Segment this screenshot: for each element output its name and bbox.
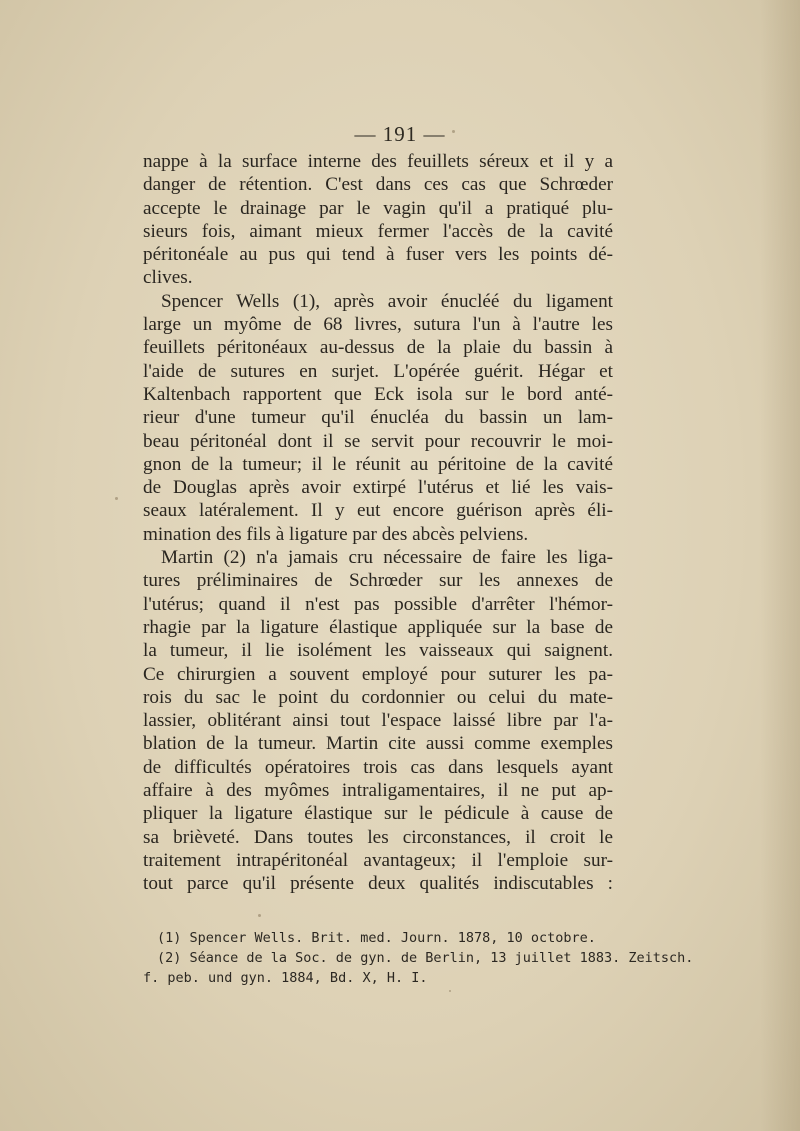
footnote-1: (1) Spencer Wells. Brit. med. Journ. 1878, 10 octobre. [157,930,596,946]
body-text [143,150,613,896]
text-line: gnon de la tumeur; il le réunit au péritoine de la cavité [143,453,613,475]
text-line: de Douglas après avoir extirpé l'utérus et lié les vais- [143,477,613,499]
paper-speck [449,990,451,992]
text-line: de difficultés opératoires trois cas dans lesquels ayant [143,756,613,778]
text-line: seaux latéralement. Il y eut encore guérison après éli- [143,500,613,522]
text-line: Kaltenbach rapportent que Eck isola sur le bord anté- [143,383,613,405]
text-line: l'utérus; quand il n'est pas possible d'arrêter l'hémor- [143,593,613,615]
text-line: nappe à la surface interne des feuillets séreux et il y a [143,151,613,172]
text-line: rieur d'une tumeur qu'il énucléa du bassin un lam- [143,407,613,429]
page-number: — 191 — [354,122,446,146]
paper-speck [115,497,118,500]
text-line: tout parce qu'il présente deux qualités indiscutables : [143,873,613,895]
text-line: rhagie par la ligature élastique appliquée sur la base de [143,616,613,638]
text-line: accepte le drainage par le vagin qu'il a pratiqué plu- [143,197,613,219]
text-line: lassier, oblitérant ainsi tout l'espace laissé libre par l'a- [143,710,613,732]
text-line: affaire à des myômes intraligamentaires, il ne put ap- [143,780,613,802]
text-line: pliquer la ligature élastique sur le pédicule à cause de [143,803,613,825]
text-line: sa brièveté. Dans toutes les circonstances, il croit le [143,826,613,848]
text-line: large un myôme de 68 livres, sutura l'un à l'autre les [143,314,613,336]
text-line: tures préliminaires de Schrœder sur les annexes de [143,570,613,592]
text-line: péritonéale au pus qui tend à fuser vers les points dé- [143,244,613,266]
text-line: l'aide de sutures en surjet. L'opérée guérit. Hégar et [143,360,613,382]
text-line: sieurs fois, aimant mieux fermer l'accès de la cavité [143,220,613,242]
text-line: la tumeur, il lie isolément les vaisseaux qui saignent. [143,640,613,662]
footnote-2: (2) Séance de la Soc. de gyn. de Berlin, 13 juillet 1883. Zeitsch. [157,950,694,966]
footnotes [143,928,694,988]
text-line: clives. [143,267,193,289]
page-edge-shadow [760,0,800,1131]
text-line: Ce chirurgien a souvent employé pour suturer les pa- [143,663,613,685]
text-line: Martin (2) n'a jamais cru nécessaire de faire les liga- [161,547,613,569]
text-line: beau péritonéal dont il se servit pour recouvrir le moi- [143,430,613,452]
text-line: blation de la tumeur. Martin cite aussi comme exemples [143,733,613,755]
text-line: rois du sac le point du cordonnier ou celui du mate- [143,686,613,708]
text-line: Spencer Wells (1), après avoir énucléé du ligament [161,290,613,312]
footnote-2-continuation: f. peb. und gyn. 1884, Bd. X, H. I. [143,970,428,986]
paper-speck [258,914,261,917]
text-line: feuillets péritonéaux au-dessus de la plaie du bassin à [143,337,613,359]
text-line: danger de rétention. C'est dans ces cas que Schrœder [143,174,613,196]
text-line: traitement intrapéritonéal avantageux; il l'emploie sur- [143,849,613,871]
text-line: mination des fils à ligature par des abcès pelviens. [143,523,529,545]
